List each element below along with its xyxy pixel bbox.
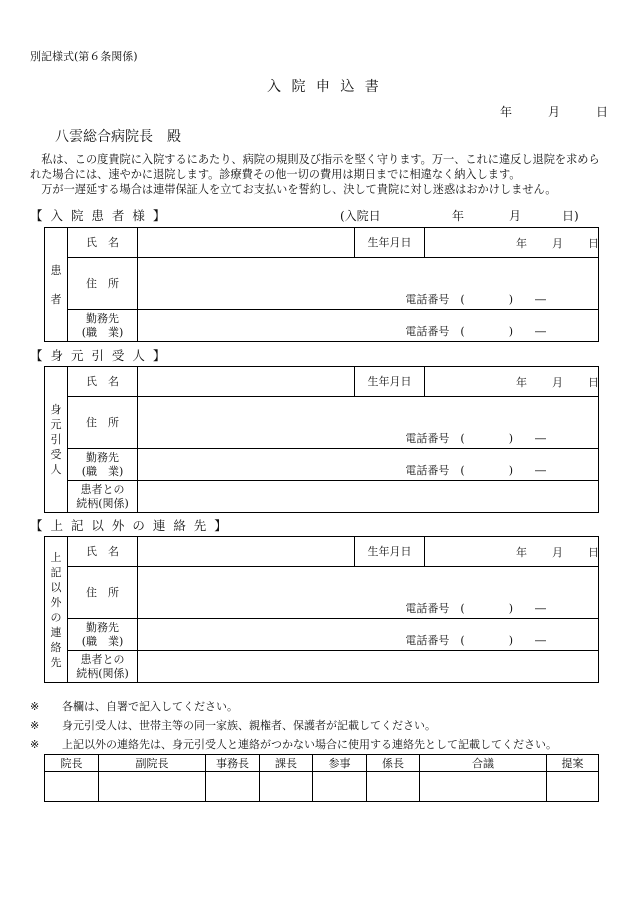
patient-dob-month: 月 xyxy=(552,236,563,250)
approval-stamp-cell[interactable] xyxy=(206,772,260,802)
patient-section-title: 【 入 院 患 者 様 】 xyxy=(30,208,168,223)
patient-name-label: 氏 名 xyxy=(68,228,138,258)
guarantor-work-label: 勤務先 (職 業) xyxy=(68,449,138,481)
form-reference: 別記様式(第６条関係) xyxy=(30,50,138,63)
approval-header-consultation: 合議 xyxy=(420,755,547,772)
guarantor-address-phone: 電話番号 ( ) ― xyxy=(405,432,546,445)
approval-stamp-cell[interactable] xyxy=(45,772,99,802)
other-contact-work-phone: 電話番号 ( ) ― xyxy=(405,634,546,647)
approval-header-vice-director: 副院長 xyxy=(99,755,206,772)
other-contact-dob-year: 年 xyxy=(516,545,527,559)
agreement-text xyxy=(30,152,610,197)
other-contact-dob-field[interactable] xyxy=(425,537,599,567)
approval-header-subsection-chief: 係長 xyxy=(367,755,420,772)
approval-header-admin-manager: 事務長 xyxy=(206,755,260,772)
approval-header-section-chief: 課長 xyxy=(260,755,313,772)
other-contact-table xyxy=(44,536,599,683)
document-title: 入 院 申 込 書 xyxy=(267,79,382,95)
other-contact-address-field[interactable] xyxy=(138,567,599,619)
approval-stamp-cell[interactable] xyxy=(260,772,313,802)
patient-work-phone: 電話番号 ( ) ― xyxy=(405,325,546,338)
other-contact-side-label: 上 記 以 外 の 連 絡 先 xyxy=(45,537,68,683)
approval-stamp-cell[interactable] xyxy=(420,772,547,802)
guarantor-name-label: 氏 名 xyxy=(68,367,138,397)
guarantor-work-field[interactable] xyxy=(138,449,599,481)
date-day-label: 日 xyxy=(596,105,609,119)
admission-month-label: 月 xyxy=(509,209,522,223)
patient-dob-label: 生年月日 xyxy=(355,228,425,258)
approval-header-proposal: 提案 xyxy=(547,755,599,772)
other-contact-section-title: 【 上 記 以 外 の 連 絡 先 】 xyxy=(30,518,229,533)
other-contact-relation-label: 患者との 続柄(関係) xyxy=(68,651,138,683)
other-contact-address-label: 住 所 xyxy=(68,567,138,619)
guarantor-address-field[interactable] xyxy=(138,397,599,449)
patient-dob-field[interactable] xyxy=(425,228,599,258)
approval-header-counselor: 参事 xyxy=(313,755,367,772)
guarantor-relation-field[interactable] xyxy=(138,481,599,513)
other-contact-work-label: 勤務先 (職 業) xyxy=(68,619,138,651)
patient-dob-year: 年 xyxy=(516,236,527,250)
guarantor-dob-field[interactable] xyxy=(425,367,599,397)
approval-stamp-table xyxy=(44,754,599,802)
note-item: ※ 上記以外の連絡先は、身元引受人と連絡がつかない場合に使用する連絡先として記載してください。 xyxy=(30,738,557,751)
approval-header-director: 院長 xyxy=(45,755,99,772)
guarantor-section-title: 【 身 元 引 受 人 】 xyxy=(30,348,168,363)
approval-stamp-cell[interactable] xyxy=(313,772,367,802)
guarantor-dob-year: 年 xyxy=(516,375,527,389)
other-contact-dob-month: 月 xyxy=(552,545,563,559)
admission-year-label: 年 xyxy=(452,209,465,223)
approval-stamp-cell[interactable] xyxy=(547,772,599,802)
patient-name-field[interactable] xyxy=(138,228,355,258)
note-item: ※ 身元引受人は、世帯主等の同一家族、親権者、保護者が記載してください。 xyxy=(30,719,436,732)
guarantor-dob-day: 日 xyxy=(588,375,599,389)
admission-date-open: (入院日 xyxy=(340,209,381,223)
patient-work-label: 勤務先 (職 業) xyxy=(68,310,138,342)
other-contact-name-field[interactable] xyxy=(138,537,355,567)
approval-stamp-cell[interactable] xyxy=(99,772,206,802)
other-contact-work-field[interactable] xyxy=(138,619,599,651)
other-contact-address-phone: 電話番号 ( ) ― xyxy=(405,602,546,615)
guarantor-work-phone: 電話番号 ( ) ― xyxy=(405,464,546,477)
patient-table xyxy=(44,227,599,342)
guarantor-table xyxy=(44,366,599,513)
guarantor-side-label: 身 元 引 受 人 xyxy=(45,367,68,513)
patient-address-label: 住 所 xyxy=(68,258,138,310)
patient-dob-day: 日 xyxy=(588,236,599,250)
guarantor-dob-label: 生年月日 xyxy=(355,367,425,397)
notes-list xyxy=(30,697,557,754)
guarantor-dob-month: 月 xyxy=(552,375,563,389)
admission-day-label: 日) xyxy=(562,209,579,223)
date-year-label: 年 xyxy=(500,105,513,119)
patient-side-label: 患 者 xyxy=(45,228,68,342)
patient-address-phone: 電話番号 ( ) ― xyxy=(405,293,546,306)
date-month-label: 月 xyxy=(548,105,561,119)
addressee: 八雲総合病院長 殿 xyxy=(55,129,181,145)
other-contact-dob-label: 生年月日 xyxy=(355,537,425,567)
guarantor-relation-label: 患者との 続柄(関係) xyxy=(68,481,138,513)
patient-address-field[interactable] xyxy=(138,258,599,310)
note-item: ※ 各欄は、自署で記入してください。 xyxy=(30,700,238,713)
agreement-paragraph-1: 私は、この度貴院に入院するにあたり、病院の規則及び指示を堅く守ります。万一、これに違反し退院を求められた場合には、速やかに退院します。診療費その他一切の費用は期日までに相違なく納入します。 xyxy=(30,153,600,181)
other-contact-relation-field[interactable] xyxy=(138,651,599,683)
guarantor-name-field[interactable] xyxy=(138,367,355,397)
other-contact-dob-day: 日 xyxy=(588,545,599,559)
patient-work-field[interactable] xyxy=(138,310,599,342)
guarantor-address-label: 住 所 xyxy=(68,397,138,449)
other-contact-name-label: 氏 名 xyxy=(68,537,138,567)
approval-stamp-cell[interactable] xyxy=(367,772,420,802)
agreement-paragraph-2: 万が一遅延する場合は連帯保証人を立てお支払いを誓約し、決して貴院に対し迷惑はおかけしません。 xyxy=(41,183,557,196)
